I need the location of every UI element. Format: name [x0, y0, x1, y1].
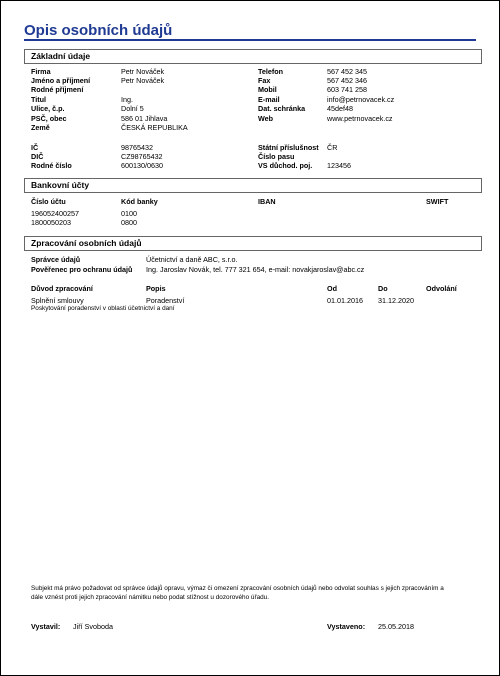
- notice-line-2: dále vznést proti jejich zpracování námitku nebo podat stížnost u dozorového úřadu.: [31, 594, 270, 601]
- fax-value: 567 452 346: [327, 76, 367, 85]
- firma-value: Petr Nováček: [121, 67, 165, 76]
- fax-label: Fax: [258, 76, 271, 85]
- poverenec-label: Pověřenec pro ochranu údajů: [31, 265, 133, 274]
- proc-row-do: 31.12.2020: [378, 296, 414, 305]
- statni-value: ČR: [327, 143, 338, 152]
- statni-label: Státní příslušnost: [258, 143, 319, 152]
- email-label: E-mail: [258, 95, 280, 104]
- psc-label: PSČ, obec: [31, 114, 67, 123]
- vs-label: VS důchod. poj.: [258, 161, 313, 170]
- proc-col-do: Do: [378, 284, 388, 293]
- vystavil-label: Vystavil:: [31, 622, 61, 631]
- dic-value: CZ98765432: [121, 152, 163, 161]
- titul-label: Titul: [31, 95, 47, 104]
- telefon-value: 567 452 345: [327, 67, 367, 76]
- vystavil-value: Jiří Svoboda: [73, 622, 113, 631]
- proc-row-od: 01.01.2016: [327, 296, 363, 305]
- web-value: www.petrnovacek.cz: [327, 114, 393, 123]
- poverenec-value: Ing. Jaroslav Novák, tel. 777 321 654, e-mail: novakjaroslav@abc.cz: [146, 265, 365, 274]
- ic-value: 98765432: [121, 143, 153, 152]
- web-label: Web: [258, 114, 274, 123]
- mobil-label: Mobil: [258, 85, 277, 94]
- proc-col-odvolani: Odvolání: [426, 284, 457, 293]
- bank-row-account: 1800050203: [31, 218, 71, 227]
- proc-row-note: Poskytování poradenství v oblasti účetnictví a daní: [31, 305, 175, 312]
- rc-value: 600130/0630: [121, 161, 163, 170]
- bank-row-account: 196052400257: [31, 209, 79, 218]
- vs-value: 123456: [327, 161, 351, 170]
- titul-value: Ing.: [121, 95, 133, 104]
- zeme-value: ČESKÁ REPUBLIKA: [121, 123, 188, 132]
- firma-label: Firma: [31, 67, 51, 76]
- bank-col-account: Číslo účtu: [31, 197, 66, 206]
- vystaveno-value: 25.05.2018: [378, 622, 414, 631]
- section-processing-header: Zpracování osobních údajů: [24, 236, 482, 251]
- psc-value: 586 01 Jihlava: [121, 114, 168, 123]
- proc-row-duvod: Splnění smlouvy: [31, 296, 84, 305]
- rc-label: Rodné číslo: [31, 161, 72, 170]
- spravce-value: Účetnictví a daně ABC, s.r.o.: [146, 255, 238, 264]
- proc-row-popis: Poradenství: [146, 296, 185, 305]
- zeme-label: Země: [31, 123, 50, 132]
- vystaveno-label: Vystaveno:: [327, 622, 366, 631]
- pas-label: Číslo pasu: [258, 152, 295, 161]
- page-title: Opis osobních údajů: [24, 22, 173, 39]
- schranka-label: Dat. schránka: [258, 104, 306, 113]
- ic-label: IČ: [31, 143, 39, 152]
- bank-row-code: 0800: [121, 218, 137, 227]
- bank-col-iban: IBAN: [258, 197, 276, 206]
- proc-col-od: Od: [327, 284, 337, 293]
- bank-row-code: 0100: [121, 209, 137, 218]
- bank-col-swift: SWIFT: [426, 197, 449, 206]
- email-value: info@petrnovacek.cz: [327, 95, 395, 104]
- dic-label: DIČ: [31, 152, 44, 161]
- section-basic-header: Základní údaje: [24, 49, 482, 64]
- jmeno-label: Jméno a příjmení: [31, 76, 91, 85]
- jmeno-value: Petr Nováček: [121, 76, 165, 85]
- spravce-label: Správce údajů: [31, 255, 81, 264]
- section-bank-header: Bankovní účty: [24, 178, 482, 193]
- mobil-value: 603 741 258: [327, 85, 367, 94]
- notice-line-1: Subjekt má právo požadovat od správce údajů opravu, výmaz či omezení zpracování osobních údajů nebo odvolat souhlas s jejich zpracováním a: [31, 585, 444, 592]
- ulice-value: Dolní 5: [121, 104, 144, 113]
- ulice-label: Ulice, č.p.: [31, 104, 65, 113]
- schranka-value: 45def48: [327, 104, 353, 113]
- bank-col-code: Kód banky: [121, 197, 158, 206]
- proc-col-popis: Popis: [146, 284, 166, 293]
- proc-col-duvod: Důvod zpracování: [31, 284, 93, 293]
- telefon-label: Telefon: [258, 67, 284, 76]
- title-underline: [24, 39, 476, 41]
- rodne-prijmeni-label: Rodné příjmení: [31, 85, 84, 94]
